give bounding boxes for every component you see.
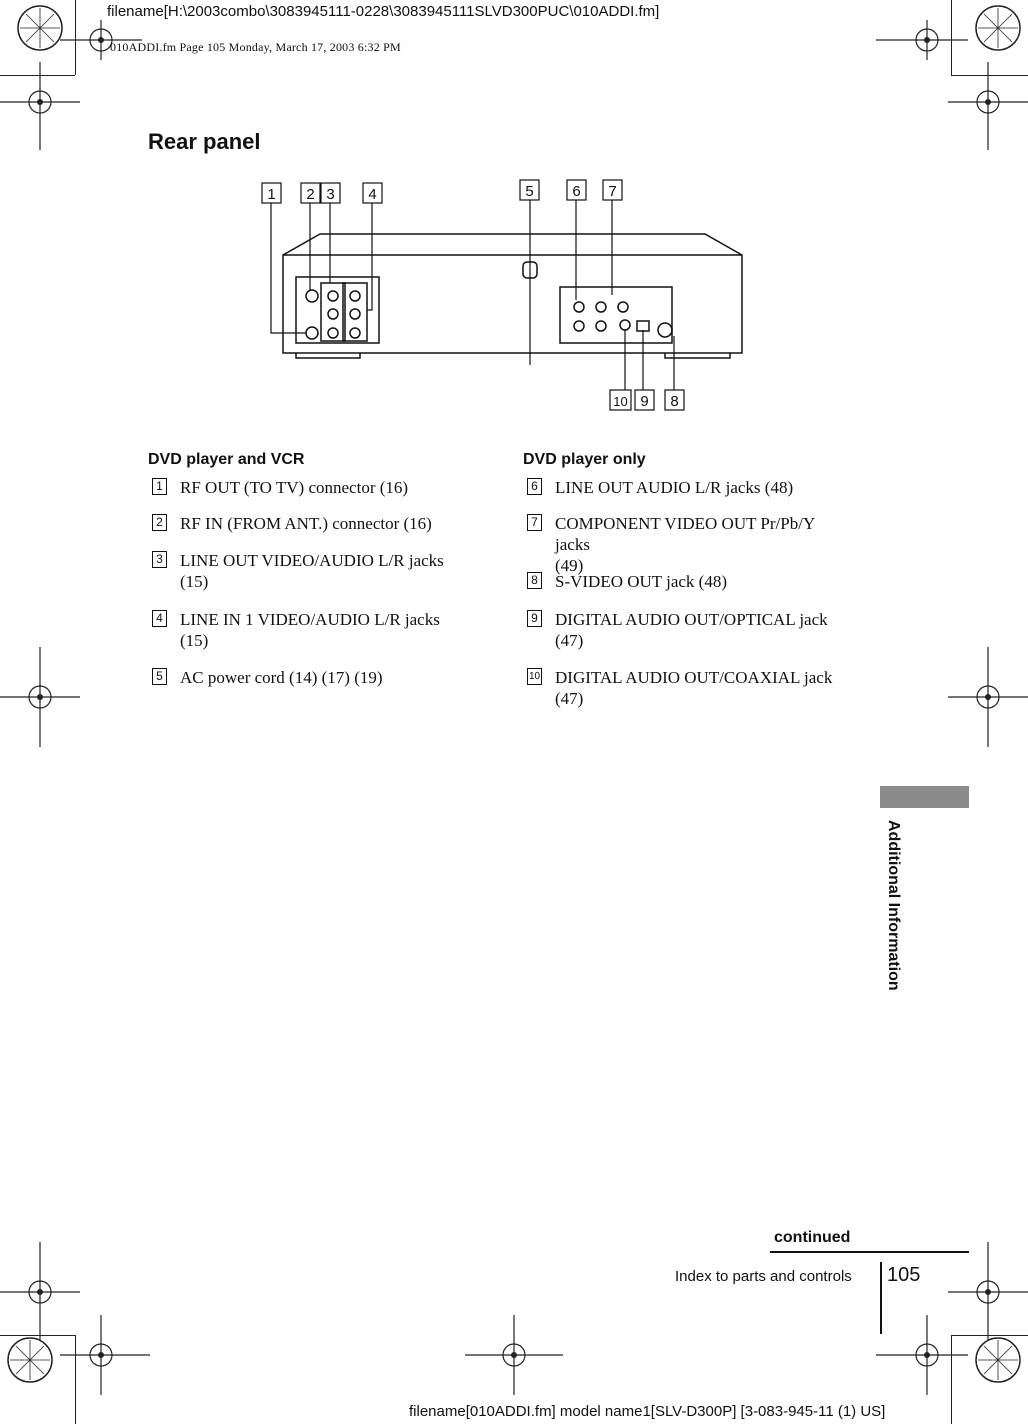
section-title: Rear panel (148, 129, 261, 154)
callout-10-label: 10 (613, 394, 628, 409)
continued-rule (770, 1251, 969, 1253)
left-column-heading: DVD player and VCR (148, 451, 305, 468)
continued-label: continued (774, 1229, 851, 1246)
item-text: RF OUT (TO TV) connector (16) (180, 478, 409, 497)
callout-7 (603, 180, 622, 200)
item-number: 9 (527, 610, 542, 627)
item-number: 6 (527, 478, 542, 495)
item-text: RF IN (FROM ANT.) connector (16) (180, 514, 432, 533)
item-text: COMPONENT VIDEO OUT Pr/Pb/Y (555, 514, 816, 533)
callout-6-label: 6 (572, 183, 581, 200)
side-tab-text: Additional Information (885, 820, 902, 991)
item-number: 4 (152, 610, 167, 627)
rear-panel-diagram (230, 170, 770, 415)
item-number: 7 (527, 514, 542, 531)
item-text: LINE OUT VIDEO/AUDIO L/R jacks (180, 551, 444, 570)
item-number: 8 (527, 572, 542, 589)
dvd-jack-panel (560, 287, 672, 343)
item-number: 2 (152, 514, 167, 531)
footer-divider (880, 1262, 882, 1334)
item-number: 5 (152, 668, 167, 685)
footer-section-name: Index to parts and controls (675, 1268, 852, 1285)
callout-5-label: 5 (525, 183, 534, 200)
callout-3-label: 3 (326, 186, 335, 203)
callout-3 (321, 183, 340, 203)
callout-8 (665, 390, 684, 410)
header-file-info: 010ADDI.fm Page 105 Monday, March 17, 2003 6:32 PM (110, 40, 401, 54)
callout-4 (363, 183, 382, 203)
leader-1 (271, 203, 306, 333)
callout-4-label: 4 (368, 186, 377, 203)
right-column-heading: DVD player only (523, 451, 646, 468)
callout-5 (520, 180, 539, 200)
callout-2 (301, 183, 320, 203)
header-file-path: filename[H:\2003combo\3083945111-0228\3083945111SLVD300PUC\010ADDI.fm] (107, 3, 660, 20)
callout-10 (610, 390, 631, 410)
footer-model-line: filename[010ADDI.fm] model name1[SLV-D300P] [3-083-945-11 (1) US] (409, 1403, 886, 1420)
callout-1-label: 1 (267, 186, 276, 203)
device-body-outline (283, 234, 742, 353)
item-text-cont: jacks (49) (555, 535, 590, 575)
item-text: AC power cord (14) (17) (19) (180, 668, 383, 687)
item-number: 1 (152, 478, 167, 495)
section-tab-marker (880, 786, 969, 808)
item-text: DIGITAL AUDIO OUT/OPTICAL jack (555, 610, 828, 629)
callout-7-label: 7 (608, 183, 617, 200)
item-text-cont: (15) (180, 631, 209, 650)
item-text: LINE OUT AUDIO L/R jacks (48) (555, 478, 794, 497)
callout-8-label: 8 (670, 393, 679, 410)
item-text: DIGITAL AUDIO OUT/COAXIAL jack (555, 668, 833, 687)
item-text: LINE IN 1 VIDEO/AUDIO L/R jacks (180, 610, 440, 629)
callout-9-label: 9 (640, 393, 649, 410)
side-tab-label (872, 820, 912, 1020)
callout-6 (567, 180, 586, 200)
item-text-cont: (15) (180, 572, 209, 591)
item-number: 3 (152, 551, 167, 568)
item-text-cont: (47) (555, 631, 584, 650)
page-number: 105 (887, 1264, 921, 1286)
callout-9 (635, 390, 654, 410)
item-text: S-VIDEO OUT jack (48) (555, 572, 728, 591)
item-text-cont: (47) (555, 689, 584, 708)
callout-2-label: 2 (306, 186, 315, 203)
callout-1 (262, 183, 281, 203)
item-number: 10 (527, 668, 542, 685)
